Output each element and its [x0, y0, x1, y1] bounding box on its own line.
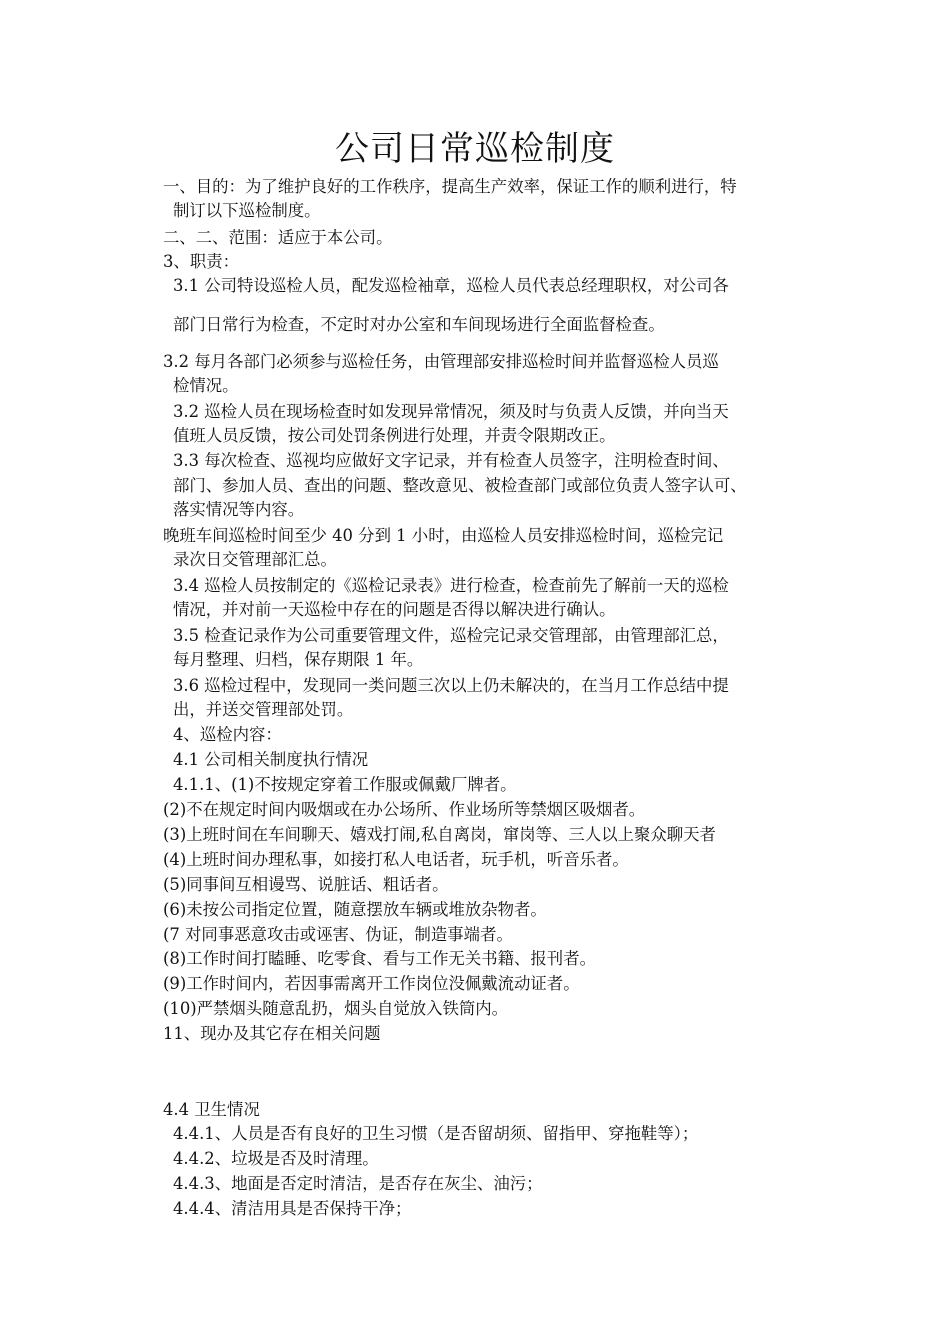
text-line: 3.2 每月各部门必须参与巡检任务，由管理部安排巡检时间并监督巡检人员巡	[163, 352, 719, 371]
text-line: 情况，并对前一天巡检中存在的问题是否得以解决进行确认。	[173, 600, 616, 619]
text-line: (3)上班时间在车间聊天、嬉戏打闹,私自离岗，窜岗等、三人以上聚众聊天者	[163, 825, 716, 844]
text-line: (5)同事间互相谩骂、说脏话、粗话者。	[163, 875, 449, 894]
text-line: 一、目的：为了维护良好的工作秩序，提高生产效率，保证工作的顺利进行，特	[163, 177, 737, 196]
document-title: 公司日常巡检制度	[335, 129, 615, 169]
text-line: 11、现办及其它存在相关问题	[163, 1024, 381, 1043]
text-line: 值班人员反馈，按公司处罚条例进行处理，并责令限期改正。	[173, 426, 616, 445]
text-line: 落实情况等内容。	[173, 500, 305, 519]
text-line: 二、二、范围：适应于本公司。	[163, 228, 393, 247]
text-line: 3.6 巡检过程中，发现同一类问题三次以上仍未解决的，在当月工作总结中提	[173, 676, 729, 695]
text-line: 部门、参加人员、查出的问题、整改意见、被检查部门或部位负责人签字认可、	[173, 476, 747, 495]
text-line: (7 对同事恶意攻击或诬害、伪证，制造事端者。	[163, 925, 513, 944]
text-line: 4.1 公司相关制度执行情况	[173, 750, 369, 769]
text-line: 4、巡检内容：	[173, 725, 282, 744]
text-line: 3.2 巡检人员在现场检查时如发现异常情况，须及时与负责人反馈，并向当天	[173, 402, 729, 421]
text-line: (6)未按公司指定位置，随意摆放车辆或堆放杂物者。	[163, 900, 547, 919]
text-line: 4.4.3、地面是否定时清洁，是否存在灰尘、油污；	[173, 1174, 543, 1193]
text-line: 3.5 检查记录作为公司重要管理文件，巡检完记录交管理部，由管理部汇总，	[173, 626, 729, 645]
text-line: 每月整理、归档，保存期限 1 年。	[173, 650, 424, 669]
text-line: 录次日交管理部汇总。	[173, 550, 337, 569]
text-line: 检情况。	[173, 376, 239, 395]
text-line: 4.4.1、人员是否有良好的卫生习惯（是否留胡须、留指甲、穿拖鞋等）；	[173, 1124, 699, 1143]
text-line: (9)工作时间内，若因事需离开工作岗位没佩戴流动证者。	[163, 974, 580, 993]
text-line: 出，并送交管理部处罚。	[173, 700, 354, 719]
text-line: 部门日常行为检查，不定时对办公室和车间现场进行全面监督检查。	[173, 315, 665, 334]
text-line: (4)上班时间办理私事，如接打私人电话者，玩手机，听音乐者。	[163, 850, 629, 869]
text-line: (8)工作时间打瞌睡、吃零食、看与工作无关书籍、报刊者。	[163, 949, 596, 968]
text-line: 3.3 每次检查、巡视均应做好文字记录，并有检查人员签字，注明检查时间、	[173, 451, 729, 470]
text-line: (10)严禁烟头随意乱扔，烟头自觉放入铁筒内。	[163, 999, 509, 1018]
text-line: 4.1.1、(1)不按规定穿着工作服或佩戴厂牌者。	[173, 775, 517, 794]
text-line: 4.4.2、垃圾是否及时清理。	[173, 1149, 379, 1168]
text-line: 晚班车间巡检时间至少 40 分到 1 小时，由巡检人员安排巡检时间，巡检完记	[163, 526, 724, 545]
text-line: 3、职责：	[163, 252, 239, 271]
text-line: 制订以下巡检制度。	[173, 201, 321, 220]
text-line: 4.4 卫生情况	[163, 1100, 260, 1119]
text-line: 3.1 公司特设巡检人员，配发巡检袖章，巡检人员代表总经理职权，对公司各	[173, 276, 729, 295]
text-line: 3.4 巡检人员按制定的《巡检记录表》进行检查，检查前先了解前一天的巡检	[173, 576, 729, 595]
text-line: 4.4.4、清洁用具是否保持干净；	[173, 1199, 412, 1218]
text-line: (2)不在规定时间内吸烟或在办公场所、作业场所等禁烟区吸烟者。	[163, 800, 646, 819]
